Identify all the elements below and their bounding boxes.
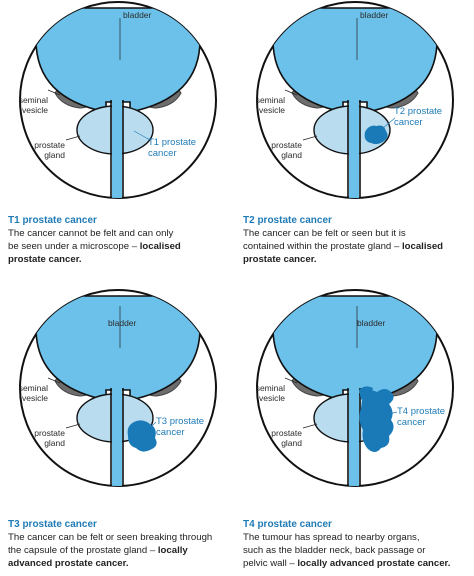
label-cancer [394, 106, 442, 128]
label-cancer [148, 137, 196, 159]
label-seminal-1: seminal [255, 95, 285, 105]
label-prostate-1: prostate [271, 428, 302, 438]
caption-line-2 [8, 240, 234, 253]
label-prostate-gland [20, 140, 65, 160]
label-seminal-2: vesicle [22, 105, 48, 115]
caption-line-2: such as the bladder neck, back passage or [243, 545, 426, 556]
label-prostate-gland [20, 428, 65, 448]
caption-line-3: prostate cancer. [8, 254, 82, 265]
label-seminal-1: seminal [255, 383, 285, 393]
label-seminal-2: vesicle [259, 105, 285, 115]
label-cancer [397, 406, 445, 428]
caption-line-3: advanced prostate cancer. [8, 558, 129, 569]
caption-line-3: prostate cancer. [243, 254, 317, 265]
label-prostate-2: gland [281, 150, 302, 160]
urethra-shape [349, 388, 359, 498]
label-cancer-1: T1 prostate [148, 137, 197, 148]
label-prostate-2: gland [281, 438, 302, 448]
caption-t4 [243, 518, 469, 570]
label-prostate-1: prostate [271, 140, 302, 150]
label-seminal-2: vesicle [259, 393, 285, 403]
label-prostate-2: gland [44, 150, 65, 160]
label-prostate-1: prostate [34, 140, 65, 150]
urethra-shape [112, 100, 122, 210]
label-cancer-2: cancer [397, 417, 426, 428]
caption-line-2-bold: localised [139, 241, 181, 252]
caption-line-2-bold: locally [157, 545, 188, 556]
caption-title: T3 prostate cancer [8, 519, 97, 530]
caption-line-3 [243, 557, 469, 570]
label-seminal-vesicle [8, 383, 48, 403]
label-seminal-1: seminal [18, 383, 48, 393]
label-bladder: bladder [123, 10, 152, 20]
label-prostate-2: gland [44, 438, 65, 448]
urethra-shape [112, 388, 122, 498]
label-cancer-1: T4 prostate [397, 406, 446, 417]
caption-title: T2 prostate cancer [243, 215, 332, 226]
caption-t2 [243, 214, 469, 266]
label-prostate-gland [257, 428, 302, 448]
caption-line-3-bold: locally advanced prostate cancer. [297, 558, 451, 569]
caption-line-1: The cancer can be felt or seen breaking through [8, 532, 213, 543]
caption-title: T4 prostate cancer [243, 519, 332, 530]
caption-line-2-text: the capsule of the prostate gland – [8, 545, 158, 556]
urethra-shape [349, 100, 359, 210]
label-cancer-2: cancer [394, 117, 423, 128]
panel-t2 [237, 0, 474, 288]
label-seminal-vesicle [245, 95, 285, 115]
tumour-shape [359, 389, 393, 452]
caption-line-2-text: be seen under a microscope – [8, 241, 140, 252]
label-prostate-gland [257, 140, 302, 160]
panel-t4 [237, 288, 474, 576]
label-seminal-vesicle [8, 95, 48, 115]
caption-line-1: The cancer cannot be felt and can only [8, 228, 174, 239]
caption-title: T1 prostate cancer [8, 215, 97, 226]
label-bladder: bladder [357, 318, 386, 328]
panel-t1 [0, 0, 237, 288]
label-bladder: bladder [360, 10, 389, 20]
label-cancer-1: T3 prostate [156, 416, 205, 427]
label-cancer [156, 416, 204, 438]
caption-t1 [8, 214, 234, 266]
caption-line-1: The tumour has spread to nearby organs, [243, 532, 420, 543]
caption-line-2 [8, 544, 234, 557]
label-cancer-2: cancer [148, 148, 177, 159]
label-seminal-2: vesicle [22, 393, 48, 403]
label-cancer-1: T2 prostate [394, 106, 443, 117]
label-cancer-2: cancer [156, 427, 185, 438]
caption-line-2-text: contained within the prostate gland – [243, 241, 402, 252]
caption-t3 [8, 518, 234, 570]
panel-t3 [0, 288, 237, 576]
label-seminal-vesicle [245, 383, 285, 403]
label-seminal-1: seminal [18, 95, 48, 105]
caption-line-2 [243, 240, 469, 253]
label-prostate-1: prostate [34, 428, 65, 438]
label-bladder: bladder [108, 318, 137, 328]
caption-line-3-text: pelvic wall – [243, 558, 298, 569]
caption-line-2-bold: localised [401, 241, 444, 252]
caption-line-1: The cancer can be felt or seen but it is [243, 228, 406, 239]
